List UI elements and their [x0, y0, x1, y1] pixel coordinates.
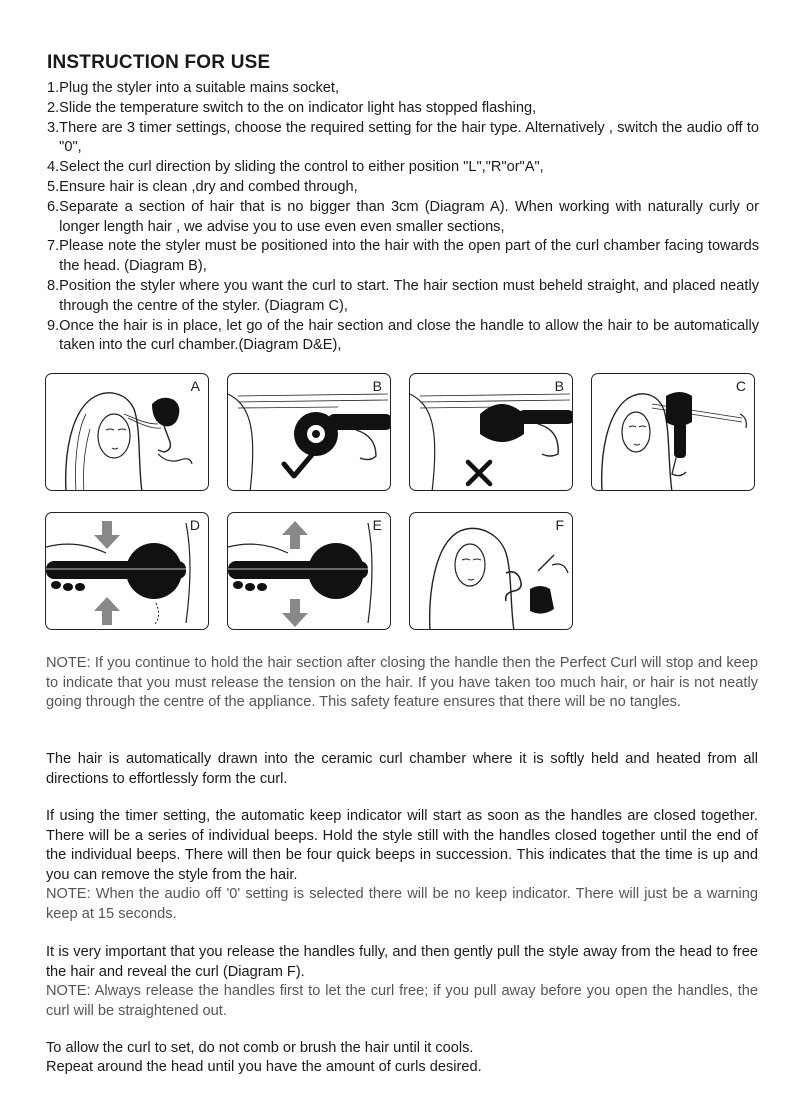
- note-tension: NOTE: If you continue to hold the hair section after closing the handle then the Perfect Curl will stop and keep to indicate that you must release the tension on the hair. If you have taken too much hair, or hair is not neatly going through the centre of the appliance. This safety feature ensures that there will be no tangles.: [46, 655, 758, 711]
- paragraph-timer: If using the timer setting, the automatic keep indicator will start as soon as the handles are closed together. There will be a series of individual beeps. Hold the style still with the handles closed together until the end of the individual beeps. There will then be four quick beeps in succession. This indicates that the time is up and you can remove the style from the hair.: [46, 808, 758, 883]
- step-number: 2.: [47, 99, 60, 116]
- step-number: 9.: [47, 317, 60, 334]
- diagram-d: [45, 512, 209, 630]
- paragraph-set-curl: To allow the curl to set, do not comb or brush the hair until it cools.: [46, 1040, 474, 1056]
- step-number: 4.: [47, 159, 60, 176]
- step-1: [47, 79, 759, 99]
- paragraph-repeat: Repeat around the head until you have the amount of curls desired.: [46, 1059, 482, 1075]
- diagram-label: F: [555, 517, 564, 533]
- arrow-up-icon: [282, 521, 308, 549]
- arrow-down-icon: [94, 521, 120, 549]
- note-release-first: NOTE: Always release the handles first to let the curl free; if you pull away before you open the handles, the curl will be straightened out.: [46, 983, 758, 1019]
- step-5: [47, 178, 759, 198]
- page-title: INSTRUCTION FOR USE: [47, 52, 271, 73]
- step-text: Slide the temperature switch to the on indicator light has stopped flashing,: [59, 99, 537, 116]
- step-number: 6.: [47, 198, 60, 215]
- step-text: Select the curl direction by sliding the control to either position "L","R"or"A",: [59, 159, 544, 176]
- diagram-a-illustration: [46, 374, 209, 491]
- diagram-label: B: [372, 378, 382, 394]
- diagram-label: D: [189, 517, 200, 533]
- step-3: [47, 119, 759, 159]
- arrow-up-icon: [94, 597, 120, 625]
- diagram-b-wrong-illustration: [410, 374, 573, 491]
- step-8: [47, 277, 759, 317]
- diagram-a: [45, 373, 209, 491]
- note-audio-off: NOTE: When the audio off '0' setting is selected there will be no keep indicator. There will just be a warning keep at 15 seconds.: [46, 886, 758, 922]
- diagram-label: C: [735, 378, 746, 394]
- check-icon: [284, 450, 316, 476]
- step-text: Separate a section of hair that is no bigger than 3cm (Diagram A). When working with naturally curly or longer length hair , we advise you to use even even smaller sections,: [59, 198, 759, 235]
- arrow-down-icon: [282, 599, 308, 627]
- diagram-b-correct: [227, 373, 391, 491]
- step-number: 3.: [47, 119, 60, 136]
- diagram-label: E: [372, 517, 382, 533]
- diagram-d-illustration: [46, 513, 209, 630]
- step-number: 8.: [47, 277, 60, 294]
- step-2: [47, 99, 759, 119]
- step-text: Once the hair is in place, let go of the hair section and close the handle to allow the hair to be automatically taken into the curl chamber.(Diagram D&E),: [59, 317, 759, 354]
- diagram-e: [227, 512, 391, 630]
- step-number: 7.: [47, 238, 60, 255]
- step-7: [47, 237, 759, 277]
- step-number: 1.: [47, 80, 60, 96]
- paragraph-release: It is very important that you release the handles fully, and then gently pull the style away from the head to free the hair and reveal the curl (Diagram F).: [46, 944, 758, 980]
- step-9: [47, 317, 759, 357]
- step-6: [47, 198, 759, 238]
- diagram-b-incorrect: [409, 373, 573, 491]
- diagram-f: [409, 512, 573, 630]
- diagram-b-illustration: [228, 374, 391, 491]
- step-number: 5.: [47, 178, 60, 195]
- step-4: [47, 158, 759, 178]
- step-text: Ensure hair is clean ,dry and combed through,: [59, 178, 358, 195]
- cross-icon: [468, 462, 490, 484]
- diagram-e-illustration: [228, 513, 391, 630]
- diagram-f-illustration: [410, 513, 573, 630]
- diagram-c-illustration: [592, 374, 755, 491]
- paragraph-ceramic-chamber: The hair is automatically drawn into the ceramic curl chamber where it is softly held and heated from all directions to effortlessly form the curl.: [46, 751, 758, 787]
- diagram-label: B: [554, 378, 564, 394]
- diagram-label: A: [190, 378, 200, 394]
- step-text: There are 3 timer settings, choose the required setting for the hair type. Alternatively , switch the audio off to "0",: [59, 119, 759, 156]
- step-text: Plug the styler into a suitable mains socket,: [59, 80, 340, 96]
- diagram-grid: [45, 373, 757, 635]
- diagram-c: [591, 373, 755, 491]
- step-text: Position the styler where you want the curl to start. The hair section must beheld straight, and placed neatly through the centre of the styler. (Diagram C),: [59, 277, 759, 314]
- steps-list: [47, 79, 759, 356]
- step-text: Please note the styler must be positioned into the hair with the open part of the curl chamber facing towards the head. (Diagram B),: [59, 238, 759, 275]
